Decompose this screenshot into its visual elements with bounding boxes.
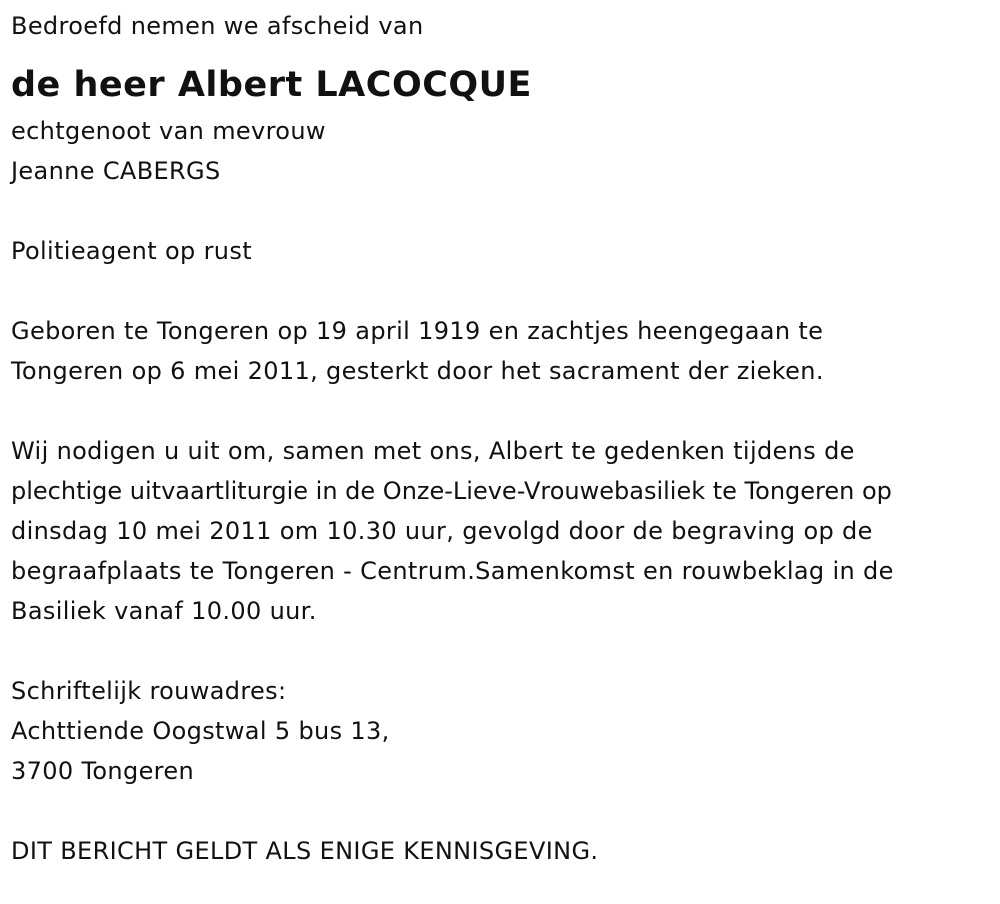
funeral-notice	[11, 6, 996, 871]
spacer	[11, 791, 996, 831]
address-street: Achttiende Oogstwal 5 bus 13,	[11, 717, 390, 745]
occupation-text: Politieagent op rust	[11, 237, 252, 265]
intro-text: Bedroefd nemen we afscheid van	[11, 12, 424, 40]
spouse-block	[11, 111, 996, 191]
closing-text: DIT BERICHT GELDT ALS ENIGE KENNISGEVING.	[11, 837, 599, 865]
address-heading: Schriftelijk rouwadres:	[11, 677, 287, 705]
invitation-paragraph	[11, 431, 996, 631]
spacer	[11, 631, 996, 671]
paragraph-line: Geboren te Tongeren op 19 april 1919 en zachtjes heengegaan te	[11, 317, 824, 345]
spacer	[11, 391, 996, 431]
address-city: 3700 Tongeren	[11, 757, 195, 785]
paragraph-line: Wij nodigen u uit om, samen met ons, Albert te gedenken tijdens de	[11, 437, 855, 465]
address-block	[11, 671, 996, 791]
spacer	[11, 191, 996, 231]
paragraph-line: begraafplaats te Tongeren - Centrum.Samenkomst en rouwbeklag in de	[11, 557, 894, 585]
spacer	[11, 271, 996, 311]
deceased-name: de heer Albert LACOCQUE	[11, 65, 532, 105]
spouse-name: Jeanne CABERGS	[11, 157, 221, 185]
paragraph-line: plechtige uitvaartliturgie in de Onze-Lieve-Vrouwebasiliek te Tongeren op	[11, 477, 892, 505]
spouse-line: echtgenoot van mevrouw	[11, 117, 326, 145]
paragraph-line: Basiliek vanaf 10.00 uur.	[11, 597, 317, 625]
paragraph-line: Tongeren op 6 mei 2011, gesterkt door het sacrament der zieken.	[11, 357, 824, 385]
birth-death-paragraph	[11, 311, 996, 391]
paragraph-line: dinsdag 10 mei 2011 om 10.30 uur, gevolgd door de begraving op de	[11, 517, 873, 545]
